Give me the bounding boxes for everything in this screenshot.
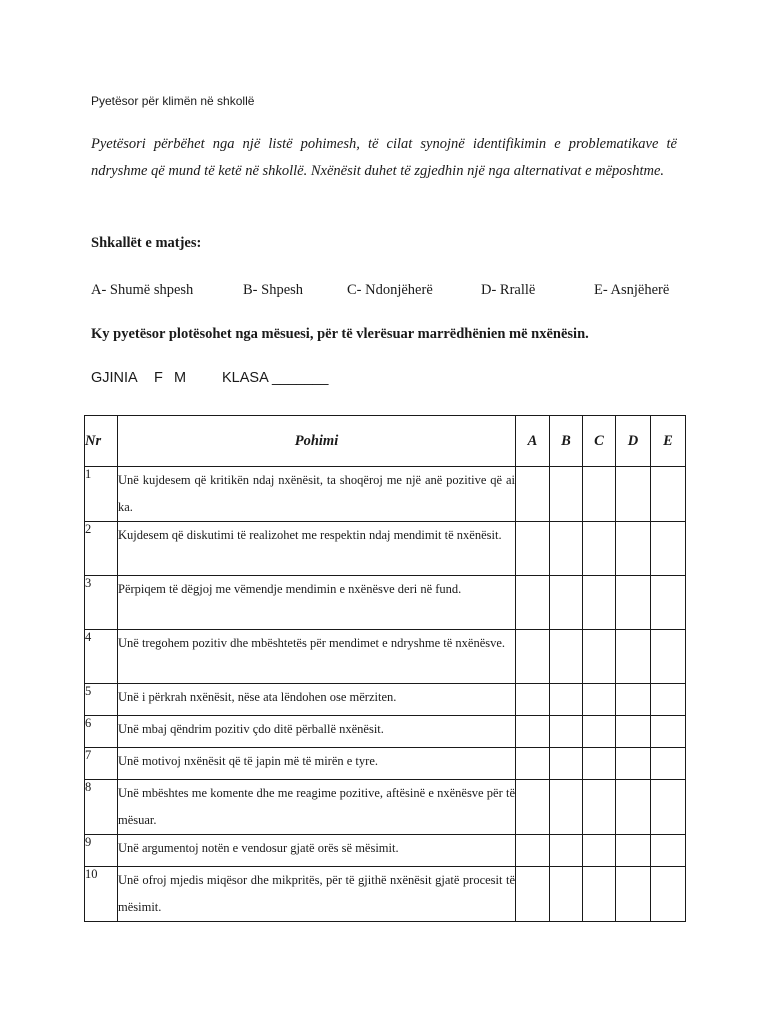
answer-cell-b[interactable] xyxy=(550,684,583,716)
row-number: 9 xyxy=(85,835,118,867)
scale-option-a: A- Shumë shpesh xyxy=(91,282,194,298)
answer-cell-e[interactable] xyxy=(651,716,686,748)
table-row xyxy=(85,780,686,835)
answer-cell-c[interactable] xyxy=(583,576,616,630)
questionnaire-table xyxy=(84,415,686,922)
answer-cell-b[interactable] xyxy=(550,576,583,630)
answer-cell-c[interactable] xyxy=(583,522,616,576)
answer-cell-a[interactable] xyxy=(516,522,550,576)
gender-label: GJINIA xyxy=(91,370,138,386)
answer-cell-e[interactable] xyxy=(651,467,686,522)
answer-cell-a[interactable] xyxy=(516,467,550,522)
scale-option-d: D- Rrallë xyxy=(481,282,536,298)
answer-cell-d[interactable] xyxy=(616,748,651,780)
row-statement: Unë mbështes me komente dhe me reagime pozitive, aftësinë e nxënësve për të mësuar. xyxy=(118,780,516,835)
answer-cell-a[interactable] xyxy=(516,748,550,780)
row-statement: Unë mbaj qëndrim pozitiv çdo ditë përballë nxënësit. xyxy=(118,716,516,748)
header-statement: Pohimi xyxy=(118,416,516,467)
answer-cell-d[interactable] xyxy=(616,780,651,835)
document-title: Pyetësor për klimën në shkollë xyxy=(91,94,255,108)
answer-cell-e[interactable] xyxy=(651,780,686,835)
answer-cell-c[interactable] xyxy=(583,630,616,684)
answer-cell-c[interactable] xyxy=(583,716,616,748)
table-row xyxy=(85,467,686,522)
answer-cell-b[interactable] xyxy=(550,716,583,748)
scale-option-c: C- Ndonjëherë xyxy=(347,282,433,298)
row-number: 8 xyxy=(85,780,118,835)
answer-cell-c[interactable] xyxy=(583,684,616,716)
table-header-row xyxy=(85,416,686,467)
intro-paragraph: Pyetësori përbëhet nga një listë pohimesh, të cilat synojnë identifikimin e problematikave të ndryshme që mund të ketë në shkollë. Nxënësit duhet të zgjedhin një nga alternativat e mëposhtme. xyxy=(91,136,677,179)
answer-cell-a[interactable] xyxy=(516,630,550,684)
row-number: 1 xyxy=(85,467,118,522)
answer-cell-b[interactable] xyxy=(550,780,583,835)
row-statement: Unë ofroj mjedis miqësor dhe mikpritës, për të gjithë nxënësit gjatë procesit të mësimit. xyxy=(118,867,516,922)
answer-cell-a[interactable] xyxy=(516,835,550,867)
table-row xyxy=(85,835,686,867)
row-statement: Kujdesem që diskutimi të realizohet me respektin ndaj mendimit të nxënësit. xyxy=(118,522,516,576)
table-row xyxy=(85,684,686,716)
table-row xyxy=(85,630,686,684)
answer-cell-c[interactable] xyxy=(583,867,616,922)
answer-cell-a[interactable] xyxy=(516,867,550,922)
header-d: D xyxy=(616,416,651,467)
row-statement: Unë argumentoj notën e vendosur gjatë orës së mësimit. xyxy=(118,835,516,867)
answer-cell-a[interactable] xyxy=(516,576,550,630)
answer-cell-d[interactable] xyxy=(616,867,651,922)
row-statement: Përpiqem të dëgjoj me vëmendje mendimin e nxënësve deri në fund. xyxy=(118,576,516,630)
answer-cell-c[interactable] xyxy=(583,835,616,867)
answer-cell-b[interactable] xyxy=(550,522,583,576)
row-statement: Unë kujdesem që kritikën ndaj nxënësit, ta shoqëroj me një anë pozitive që ai ka. xyxy=(118,467,516,522)
answer-cell-d[interactable] xyxy=(616,835,651,867)
answer-cell-a[interactable] xyxy=(516,780,550,835)
header-e: E xyxy=(651,416,686,467)
answer-cell-c[interactable] xyxy=(583,780,616,835)
gender-option-f[interactable]: F xyxy=(154,370,163,386)
answer-cell-b[interactable] xyxy=(550,835,583,867)
table-row xyxy=(85,576,686,630)
class-field[interactable]: KLASA _______ xyxy=(222,370,329,386)
answer-cell-d[interactable] xyxy=(616,684,651,716)
answer-cell-d[interactable] xyxy=(616,522,651,576)
answer-cell-a[interactable] xyxy=(516,716,550,748)
row-number: 3 xyxy=(85,576,118,630)
answer-cell-b[interactable] xyxy=(550,748,583,780)
table-row xyxy=(85,867,686,922)
table-row xyxy=(85,522,686,576)
scale-heading: Shkallët e matjes: xyxy=(91,235,202,251)
answer-cell-d[interactable] xyxy=(616,576,651,630)
gender-option-m[interactable]: M xyxy=(174,370,187,386)
answer-cell-a[interactable] xyxy=(516,684,550,716)
answer-cell-d[interactable] xyxy=(616,630,651,684)
scale-option-b: B- Shpesh xyxy=(243,282,304,298)
row-statement: Unë motivoj nxënësit që të japin më të mirën e tyre. xyxy=(118,748,516,780)
row-number: 6 xyxy=(85,716,118,748)
answer-cell-e[interactable] xyxy=(651,867,686,922)
header-a: A xyxy=(516,416,550,467)
table-row xyxy=(85,716,686,748)
row-statement: Unë tregohem pozitiv dhe mbështetës për mendimet e ndryshme të nxënësve. xyxy=(118,630,516,684)
answer-cell-d[interactable] xyxy=(616,467,651,522)
completion-statement: Ky pyetësor plotësohet nga mësuesi, për të vlerësuar marrëdhënien më nxënësin. xyxy=(91,326,589,342)
answer-cell-c[interactable] xyxy=(583,748,616,780)
answer-cell-c[interactable] xyxy=(583,467,616,522)
table-row xyxy=(85,748,686,780)
row-statement: Unë i përkrah nxënësit, nëse ata lëndohen ose mërziten. xyxy=(118,684,516,716)
answer-cell-e[interactable] xyxy=(651,576,686,630)
row-number: 4 xyxy=(85,630,118,684)
row-number: 10 xyxy=(85,867,118,922)
answer-cell-e[interactable] xyxy=(651,684,686,716)
answer-cell-e[interactable] xyxy=(651,522,686,576)
answer-cell-b[interactable] xyxy=(550,630,583,684)
answer-cell-b[interactable] xyxy=(550,467,583,522)
scale-option-e: E- Asnjëherë xyxy=(594,282,670,298)
answer-cell-e[interactable] xyxy=(651,835,686,867)
answer-cell-e[interactable] xyxy=(651,748,686,780)
answer-cell-b[interactable] xyxy=(550,867,583,922)
header-c: C xyxy=(583,416,616,467)
answer-cell-d[interactable] xyxy=(616,716,651,748)
row-number: 5 xyxy=(85,684,118,716)
header-b: B xyxy=(550,416,583,467)
header-nr: Nr xyxy=(85,416,118,467)
row-number: 7 xyxy=(85,748,118,780)
answer-cell-e[interactable] xyxy=(651,630,686,684)
row-number: 2 xyxy=(85,522,118,576)
